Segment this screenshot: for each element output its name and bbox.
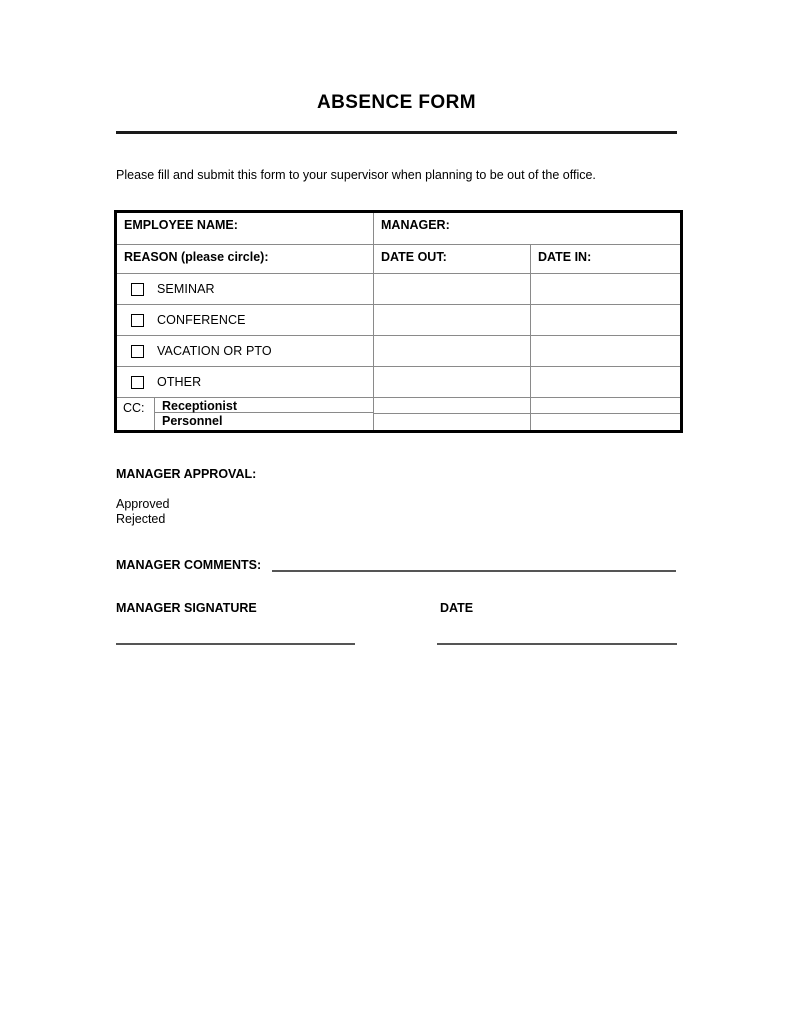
cc-name-personnel[interactable]: Personnel (162, 414, 223, 428)
checkbox-icon[interactable] (131, 314, 144, 327)
date-in-seminar-cell[interactable] (531, 274, 682, 305)
table-row-employee-manager (116, 212, 682, 245)
approval-option-approved[interactable]: Approved (116, 497, 170, 511)
manager-comments-input-line[interactable] (272, 570, 676, 572)
date-in-header-cell (531, 245, 682, 274)
title-divider (116, 131, 677, 134)
cc-date-out-upper[interactable] (374, 398, 530, 414)
absence-details-table (114, 210, 683, 433)
manager-signature-label: MANAGER SIGNATURE (116, 601, 257, 615)
reason-other-cell[interactable] (116, 367, 374, 398)
manager-comments-label: MANAGER COMMENTS: (116, 558, 262, 572)
reason-header-cell (116, 245, 374, 274)
date-out-vacation-cell[interactable] (374, 336, 531, 367)
reason-seminar-cell[interactable] (116, 274, 374, 305)
table-row (116, 367, 682, 398)
employee-name-cell[interactable] (116, 212, 374, 245)
manager-label: MANAGER: (381, 218, 450, 232)
cc-date-in-cell[interactable] (531, 398, 682, 432)
reason-conference-cell[interactable] (116, 305, 374, 336)
table-row (116, 305, 682, 336)
date-out-header-cell (374, 245, 531, 274)
signature-date-label: DATE (440, 601, 474, 615)
reason-option-label: OTHER (157, 375, 202, 389)
reason-label: REASON (please circle): (124, 250, 269, 264)
cc-date-out-lower[interactable] (374, 414, 530, 429)
cc-label: CC: (117, 398, 155, 430)
page-title: ABSENCE FORM (317, 92, 476, 113)
cc-date-out-cell[interactable] (374, 398, 531, 432)
date-out-conference-cell[interactable] (374, 305, 531, 336)
reason-option-label: VACATION OR PTO (157, 344, 272, 358)
table-row-reason-dates (116, 245, 682, 274)
date-in-conference-cell[interactable] (531, 305, 682, 336)
date-in-vacation-cell[interactable] (531, 336, 682, 367)
manager-cell[interactable] (374, 212, 682, 245)
signature-date-input-line[interactable] (437, 643, 677, 645)
date-out-seminar-cell[interactable] (374, 274, 531, 305)
date-in-label: DATE IN: (538, 250, 592, 264)
intro-instructions: Please fill and submit this form to your supervisor when planning to be out of the office. (116, 168, 596, 182)
date-in-other-cell[interactable] (531, 367, 682, 398)
table-row (116, 336, 682, 367)
checkbox-icon[interactable] (131, 376, 144, 389)
reason-option-label: CONFERENCE (157, 313, 246, 327)
reason-vacation-cell[interactable] (116, 336, 374, 367)
table-row-cc (116, 398, 682, 432)
date-out-label: DATE OUT: (381, 250, 447, 264)
checkbox-icon[interactable] (131, 345, 144, 358)
cc-name-receptionist[interactable]: Receptionist (155, 398, 373, 413)
reason-option-label: SEMINAR (157, 282, 215, 296)
date-out-other-cell[interactable] (374, 367, 531, 398)
manager-signature-input-line[interactable] (116, 643, 355, 645)
employee-name-label: EMPLOYEE NAME: (124, 218, 238, 232)
cc-date-in-lower[interactable] (531, 414, 680, 429)
checkbox-icon[interactable] (131, 283, 144, 296)
cc-date-in-upper[interactable] (531, 398, 680, 414)
manager-approval-heading: MANAGER APPROVAL: (116, 467, 257, 481)
table-row (116, 274, 682, 305)
approval-option-rejected[interactable]: Rejected (116, 512, 166, 526)
cc-cell (116, 398, 374, 432)
